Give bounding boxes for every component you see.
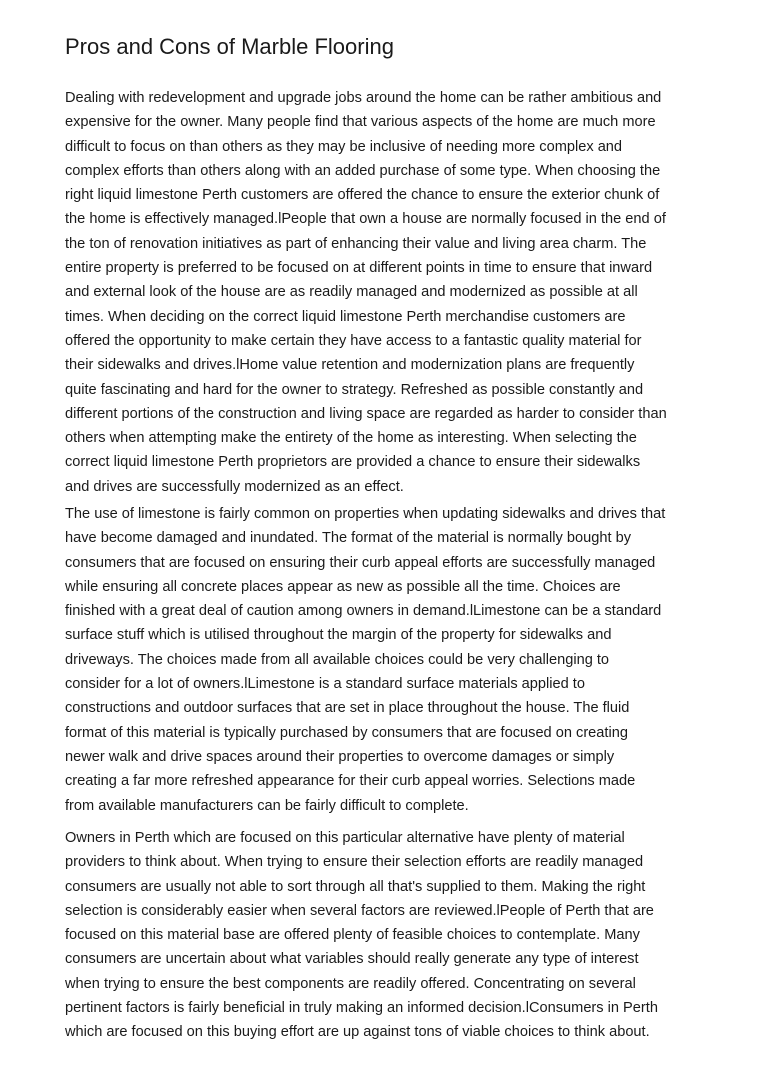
text-line: Dealing with redevelopment and upgrade jobs around the home can be rather ambitious and [65, 90, 662, 106]
text-line: which are focused on this buying effort are up against tons of viable choices to think about. [65, 1024, 650, 1041]
text-line: consumers are uncertain about what variables should really generate any type of interest [65, 951, 639, 968]
text-line: from available manufacturers can be fairly difficult to complete. [65, 797, 469, 814]
text-line: and external look of the house are as readily managed and modernized as possible at all [65, 284, 638, 301]
text-line: focused on this material base are offered plenty of feasible choices to contemplate. Many [65, 927, 640, 944]
text-line: their sidewalks and drives.lHome value retention and modernization plans are frequently [65, 357, 635, 374]
text-line: surface stuff which is utilised throughout the margin of the property for sidewalks and [65, 627, 612, 644]
text-line: constructions and outdoor surfaces that are set in place throughout the house. The fluid [65, 700, 630, 717]
text-line: consider for a lot of owners.lLimestone is a standard surface materials applied to [65, 676, 585, 693]
text-line: selection is considerably easier when several factors are reviewed.lPeople of Perth that are [65, 902, 654, 919]
text-line: Owners in Perth which are focused on this particular alternative have plenty of material [65, 830, 625, 846]
text-line: entire property is preferred to be focused on at different points in time to ensure that inward [65, 260, 653, 277]
text-line: consumers that are focused on ensuring their curb appeal efforts are successfully managed [65, 554, 656, 571]
text-line: while ensuring all concrete places appear as new as possible all the time. Choices are [65, 578, 621, 595]
paragraph-2 [65, 502, 715, 818]
text-line: the home is effectively managed.lPeople that own a house are normally focused in the end of [65, 211, 666, 228]
text-line: pertinent factors is fairly beneficial in truly making an informed decision.lConsumers in Perth [65, 1000, 658, 1017]
text-line: have become damaged and inundated. The format of the material is normally bought by [65, 530, 631, 547]
document-title: Pros and Cons of Marble Flooring [65, 34, 394, 59]
text-line: and drives are successfully modernized as an effect. [65, 478, 404, 495]
text-line: finished with a great deal of caution among owners in demand.lLimestone can be a standard [65, 603, 662, 620]
text-line: different portions of the construction and living space are regarded as harder to consider than [65, 405, 667, 422]
text-line: offered the opportunity to make certain they have access to a fantastic quality material for [65, 332, 642, 349]
text-line: creating a far more refreshed appearance for their curb appeal worries. Selections made [65, 773, 636, 790]
text-line: difficult to focus on than others as they may be inclusive of needing more complex and [65, 138, 623, 155]
text-line: when trying to ensure the best components are readily offered. Concentrating on several [65, 975, 636, 992]
text-line: expensive for the owner. Many people find that various aspects of the home are much more [65, 114, 656, 131]
text-line: driveways. The choices made from all available choices could be very challenging to [65, 651, 610, 668]
text-line: newer walk and drive spaces around their properties to overcome damages or simply [65, 748, 615, 765]
text-line: complex efforts than others along with an added purchase of some type. When choosing the [65, 162, 661, 179]
text-line: consumers are usually not able to sort through all that's supplied to them. Making the right [65, 878, 646, 895]
text-line: times. When deciding on the correct liquid limestone Perth merchandise customers are [65, 308, 626, 325]
text-line: right liquid limestone Perth customers are offered the chance to ensure the exterior chunk of [65, 187, 660, 204]
text-line: providers to think about. When trying to ensure their selection efforts are readily managed [65, 854, 644, 871]
paragraph-1 [65, 86, 715, 499]
text-line: quite fascinating and hard for the owner to strategy. Refreshed as possible constantly and [65, 381, 644, 398]
text-line: the ton of renovation initiatives as part of enhancing their value and living area charm. The [65, 235, 647, 252]
paragraph-3 [65, 826, 715, 1045]
text-line: The use of limestone is fairly common on properties when updating sidewalks and drives that [65, 506, 666, 522]
text-line: correct liquid limestone Perth proprietors are provided a chance to ensure their sidewalks [65, 454, 641, 471]
text-line: others when attempting make the entirety of the home as interesting. When selecting the [65, 430, 637, 447]
text-line: format of this material is typically purchased by consumers that are focused on creating [65, 724, 628, 741]
